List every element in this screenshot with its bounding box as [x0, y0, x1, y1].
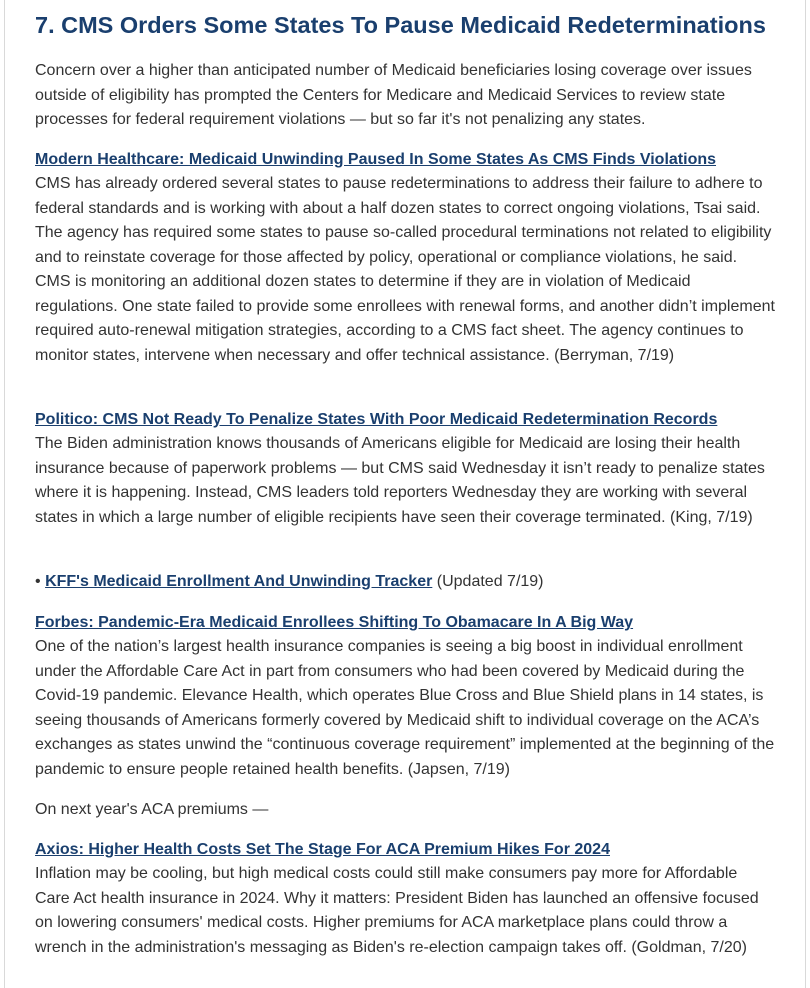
article-link-politico[interactable]: Politico: CMS Not Ready To Penalize States With Poor Medicaid Redetermination Records	[35, 411, 718, 428]
transition-text-block	[35, 798, 775, 823]
article-body: One of the nation’s largest health insurance companies is seeing a big boost in individual enrollment under the Affordable Care Act in part from consumers who had been covered by Medicaid during the Covid-19 pandemic. Elevance Health, which operates Blue Cross and Blue Shield plans in 14 states, is seeing thousands of Americans formerly covered by Medicaid shift to individual coverage on the ACA’s exchanges as states unwind the “continuous coverage requirement” implemented at the beginning of the pandemic to ensure people retained health benefits. (Japsen, 7/19)	[35, 638, 775, 778]
kff-tracker-updated: (Updated 7/19)	[432, 573, 544, 590]
intro-text: Concern over a higher than anticipated number of Medicaid beneficiaries losing coverage over issues outside of eligibility has prompted the Centers for Medicare and Medicaid Services to review state processes for federal requirement violations — but so far it's not penalizing any states.	[35, 62, 752, 128]
article-forbes	[35, 611, 775, 782]
kff-tracker-link[interactable]: KFF's Medicaid Enrollment And Unwinding Tracker	[45, 573, 433, 590]
article-politico	[35, 408, 775, 530]
article-body: Inflation may be cooling, but high medical costs could still make consumers pay more for Affordable Care Act health insurance in 2024. Why it matters: President Biden has launched an offensive focused on lowering consumers' medical costs. Higher premiums for ACA marketplace plans could throw a wrench in the administration's messaging as Biden's re-election campaign takes off. (Goldman, 7/20)	[35, 865, 759, 956]
article-modern-healthcare	[35, 148, 775, 368]
article-axios	[35, 838, 775, 960]
transition-text: On next year's ACA premiums —	[35, 801, 269, 818]
article-body: The Biden administration knows thousands of Americans eligible for Medicaid are losing their health insurance because of paperwork problems — but CMS said Wednesday it isn’t ready to penalize states where it is happening. Instead, CMS leaders told reporters Wednesday they are working with several states in which a large number of eligible recipients have seen their coverage terminated. (King, 7/19)	[35, 435, 765, 526]
article-link-forbes[interactable]: Forbes: Pandemic-Era Medicaid Enrollees Shifting To Obamacare In A Big Way	[35, 614, 634, 631]
article-link-axios[interactable]: Axios: Higher Health Costs Set The Stage For ACA Premium Hikes For 2024	[35, 841, 610, 858]
section-intro	[35, 59, 775, 133]
kff-tracker-item	[35, 570, 775, 594]
bullet-marker: •	[35, 573, 41, 590]
section-title: 7. CMS Orders Some States To Pause Medicaid Redeterminations	[35, 12, 766, 38]
article-link-modern-healthcare[interactable]: Modern Healthcare: Medicaid Unwinding Paused In Some States As CMS Finds Violations	[35, 151, 717, 168]
article-body: CMS has already ordered several states to pause redeterminations to address their failure to adhere to federal standards and is working with about a half dozen states to correct ongoing violations, Tsai said. The agency has required some states to pause so-called procedural terminations not related to eligibility and to reinstate coverage for those affected by policy, operational or compliance violations, he said. CMS is monitoring an additional dozen states to determine if they are in violation of Medicaid regulations. One state failed to provide some enrollees with renewal forms, and another didn’t implement required auto-renewal mitigation strategies, according to a CMS fact sheet. The agency continues to monitor states, intervene when necessary and offer technical assistance. (Berryman, 7/19)	[35, 175, 775, 364]
